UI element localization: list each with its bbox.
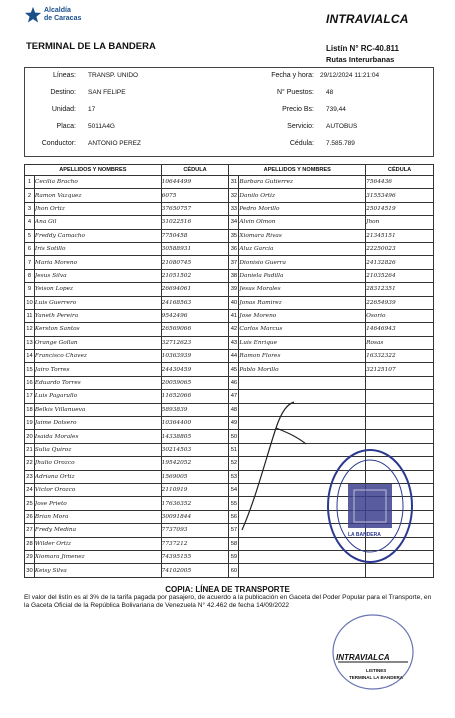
passenger-cedula-right — [366, 417, 434, 430]
row-number-left: 6 — [25, 242, 35, 255]
passenger-cedula-left: 19542052 — [161, 457, 229, 470]
row-number-right: 36 — [229, 242, 239, 255]
star-logo-icon — [24, 6, 42, 24]
passenger-name-left: Jhon Ortiz — [34, 202, 161, 215]
passenger-name-left: Yeison Lopez — [34, 283, 161, 296]
passenger-name-left: Luis Guerrero — [34, 296, 161, 309]
passenger-name-left: Brian Mora — [34, 510, 161, 523]
passenger-name-right: Jesus Morales — [239, 283, 366, 296]
servicio-label: Servicio: — [287, 123, 314, 130]
conductor-label: Conductor: — [41, 140, 76, 147]
passenger-cedula-left: 26569066 — [161, 323, 229, 336]
table-row — [25, 189, 434, 202]
cedula-label: Cédula: — [289, 140, 314, 147]
row-number-left: 18 — [25, 403, 35, 416]
passenger-cedula-left: 10363939 — [161, 350, 229, 363]
row-number-left: 20 — [25, 430, 35, 443]
passenger-name-left: Luis Pagarullo — [34, 390, 161, 403]
conductor-value: ANTONIO PEREZ — [88, 140, 141, 147]
precio-label: Precio Bs: — [282, 106, 314, 113]
header-names-right: APELLIDOS Y NOMBRES — [229, 165, 366, 176]
passenger-name-left: Kerston Santos — [34, 323, 161, 336]
passenger-name-left: Jhulio Orozco — [34, 457, 161, 470]
passenger-cedula-left: 7737093 — [161, 524, 229, 537]
placa-label: Placa: — [56, 123, 76, 130]
row-number-left: 13 — [25, 336, 35, 349]
passenger-name-right: Carlos Marcus — [239, 323, 366, 336]
row-number-right: 42 — [229, 323, 239, 336]
row-number-left: 16 — [25, 376, 35, 389]
passenger-name-left: Fredy Medina — [34, 524, 161, 537]
passenger-cedula-right: Osorio — [366, 309, 434, 322]
passenger-name-left: Freddy Camacho — [34, 229, 161, 242]
servicio-value: AUTOBUS — [326, 123, 358, 130]
row-number-left: 3 — [25, 202, 35, 215]
passenger-cedula-right: 25014519 — [366, 202, 434, 215]
logo-line2: de Caracas — [44, 15, 82, 22]
row-number-left: 2 — [25, 189, 35, 202]
row-number-right: 54 — [229, 483, 239, 496]
table-row — [25, 202, 434, 215]
table-row — [25, 363, 434, 376]
passenger-cedula-right — [366, 430, 434, 443]
row-number-left: 19 — [25, 417, 35, 430]
table-row — [25, 229, 434, 242]
table-row — [25, 430, 434, 443]
terminal-title: TERMINAL DE LA BANDERA — [26, 41, 156, 52]
row-number-left: 5 — [25, 229, 35, 242]
row-number-right: 33 — [229, 202, 239, 215]
passenger-name-left: Ana Gil — [34, 216, 161, 229]
passenger-cedula-right: 22250023 — [366, 242, 434, 255]
stamp-listines: LISTINES — [366, 668, 387, 673]
passenger-cedula-right: 24132826 — [366, 256, 434, 269]
table-row — [25, 242, 434, 255]
row-number-right: 52 — [229, 457, 239, 470]
passenger-cedula-left: 9542496 — [161, 309, 229, 322]
passenger-name-left: Yaneth Pereira — [34, 309, 161, 322]
passenger-cedula-right: 22654939 — [366, 296, 434, 309]
passenger-name-right: Danilo Ortiz — [239, 189, 366, 202]
passenger-cedula-left: 24430459 — [161, 363, 229, 376]
passenger-name-right: Jonas Ramirez — [239, 296, 366, 309]
row-number-left: 29 — [25, 550, 35, 563]
stamp-terminal: TERMINAL LA BANDERA — [349, 675, 403, 680]
passenger-cedula-left: 21080745 — [161, 256, 229, 269]
passenger-name-right: Dionisio Guerra — [239, 256, 366, 269]
passenger-cedula-left: 10364400 — [161, 417, 229, 430]
table-row — [25, 296, 434, 309]
row-number-right: 31 — [229, 176, 239, 189]
passenger-cedula-right: 32125107 — [366, 363, 434, 376]
row-number-left: 11 — [25, 309, 35, 322]
table-row — [25, 256, 434, 269]
row-number-right: 57 — [229, 524, 239, 537]
unidad-value: 17 — [88, 106, 96, 113]
table-row — [25, 309, 434, 322]
unidad-label: Unidad: — [51, 106, 76, 113]
passenger-cedula-left: 30214503 — [161, 443, 229, 456]
passenger-name-right: Alvin Olmon — [239, 216, 366, 229]
row-number-left: 14 — [25, 350, 35, 363]
row-number-left: 10 — [25, 296, 35, 309]
lineas-label: Líneas: — [53, 72, 76, 79]
passenger-cedula-left: 10644499 — [161, 176, 229, 189]
passenger-name-left: Isaida Morales — [34, 430, 161, 443]
passenger-name-left: Adriana Ortiz — [34, 470, 161, 483]
passenger-name-right: Pablo Morillo — [239, 363, 366, 376]
passenger-name-left: Iris Sotillo — [34, 242, 161, 255]
passenger-name-left: Cecilia Bracho — [34, 176, 161, 189]
row-number-left: 15 — [25, 363, 35, 376]
passenger-cedula-left: 20059065 — [161, 376, 229, 389]
cedula-value: 7.585.789 — [326, 140, 355, 147]
passenger-cedula-left: 7737212 — [161, 537, 229, 550]
table-row — [25, 323, 434, 336]
passenger-cedula-right: 14646943 — [366, 323, 434, 336]
passenger-cedula-right: Rosas — [366, 336, 434, 349]
passenger-name-right: Ramon Flores — [239, 350, 366, 363]
passenger-cedula-left: 74395155 — [161, 550, 229, 563]
passenger-name-left: Maria Moreno — [34, 256, 161, 269]
passenger-name-left: Eduardo Torres — [34, 376, 161, 389]
row-number-right: 50 — [229, 430, 239, 443]
passenger-cedula-right: 7564436 — [366, 176, 434, 189]
table-row — [25, 390, 434, 403]
table-row — [25, 417, 434, 430]
row-number-left: 26 — [25, 510, 35, 523]
destino-value: SAN FELIPE — [88, 89, 126, 96]
precio-value: 739,44 — [326, 106, 346, 113]
passenger-name-left: Victor Orozco — [34, 483, 161, 496]
table-row — [25, 350, 434, 363]
copia-label: COPIA: LÍNEA DE TRANSPORTE — [165, 585, 290, 594]
passenger-cedula-right — [366, 403, 434, 416]
passenger-name-left: Jairo Torres — [34, 363, 161, 376]
placa-value: 5011A4G — [88, 123, 115, 130]
seal-text: LA BANDERA — [348, 532, 381, 538]
passenger-name-left: Francisco Chavez — [34, 350, 161, 363]
official-seal-stamp — [324, 444, 416, 568]
row-number-left: 23 — [25, 470, 35, 483]
header-cedula-right: CÉDULA — [366, 165, 434, 176]
passenger-cedula-left: 21051502 — [161, 269, 229, 282]
row-number-right: 45 — [229, 363, 239, 376]
passenger-cedula-right: 28312351 — [366, 283, 434, 296]
stamp-brand: INTRAVIALCA — [336, 653, 390, 662]
row-number-right: 41 — [229, 309, 239, 322]
legal-footnote: El valor del listín es al 3% de la tarifa pagada por pasajero, de acuerdo a la publicación en Gaceta del Poder Popular para el Transporte, en la Gaceta Oficial de la República Bolivariana de Venezuela N° 42.462 de fecha 14/09/2022 — [24, 594, 432, 610]
passenger-cedula-left: 17636352 — [161, 497, 229, 510]
passenger-name-left: Keisy Silva — [34, 564, 161, 577]
passenger-cedula-left: 2110919 — [161, 483, 229, 496]
trip-info-box — [24, 67, 434, 157]
row-number-right: 37 — [229, 256, 239, 269]
row-number-right: 44 — [229, 350, 239, 363]
destino-label: Destino: — [50, 89, 76, 96]
passenger-cedula-left: 14338805 — [161, 430, 229, 443]
listin-number: Listín N° RC-40.811 — [326, 44, 399, 53]
passenger-cedula-right: 16332322 — [366, 350, 434, 363]
passenger-name-left: Jaime Dotsero — [34, 417, 161, 430]
row-number-right: 60 — [229, 564, 239, 577]
passenger-cedula-left: 30091844 — [161, 510, 229, 523]
row-number-left: 25 — [25, 497, 35, 510]
passenger-cedula-left: 1569005 — [161, 470, 229, 483]
table-row — [25, 336, 434, 349]
passenger-name-left: Belkis Villanueva — [34, 403, 161, 416]
row-number-left: 30 — [25, 564, 35, 577]
row-number-left: 28 — [25, 537, 35, 550]
passenger-cedula-left: 31022516 — [161, 216, 229, 229]
row-number-left: 22 — [25, 457, 35, 470]
passenger-name-left: Orange Gollan — [34, 336, 161, 349]
row-number-left: 27 — [25, 524, 35, 537]
row-number-right: 56 — [229, 510, 239, 523]
fecha-label: Fecha y hora: — [271, 72, 314, 79]
passenger-name-right — [239, 376, 366, 389]
fecha-value: 29/12/2024 11:21:04 — [320, 72, 380, 79]
row-number-right: 38 — [229, 269, 239, 282]
alcaldia-logo-text — [44, 7, 81, 23]
passenger-cedula-right: Jhon — [366, 216, 434, 229]
logo-line1: Alcaldía — [44, 7, 71, 14]
table-row — [25, 216, 434, 229]
row-number-right: 46 — [229, 376, 239, 389]
row-number-left: 9 — [25, 283, 35, 296]
table-row — [25, 403, 434, 416]
passenger-cedula-right — [366, 376, 434, 389]
row-number-left: 1 — [25, 176, 35, 189]
passenger-name-left: Wilder Ortiz — [34, 537, 161, 550]
passenger-cedula-left: 7750458 — [161, 229, 229, 242]
row-number-right: 39 — [229, 283, 239, 296]
passenger-name-left: Sulia Quiroz — [34, 443, 161, 456]
row-number-right: 49 — [229, 417, 239, 430]
row-number-right: 35 — [229, 229, 239, 242]
signature-scribble — [236, 398, 316, 538]
passenger-cedula-left: 37650757 — [161, 202, 229, 215]
passenger-name-left: Ramon Vazquez — [34, 189, 161, 202]
passenger-cedula-left: 30588931 — [161, 242, 229, 255]
header-names-left: APELLIDOS Y NOMBRES — [25, 165, 162, 176]
puestos-label: N° Puestos: — [276, 89, 314, 96]
table-row — [25, 376, 434, 389]
row-number-left: 4 — [25, 216, 35, 229]
row-number-right: 43 — [229, 336, 239, 349]
row-number-right: 53 — [229, 470, 239, 483]
row-number-right: 51 — [229, 443, 239, 456]
row-number-right: 47 — [229, 390, 239, 403]
header-cedula-left: CÉDULA — [161, 165, 229, 176]
row-number-right: 40 — [229, 296, 239, 309]
passenger-cedula-left: 11652066 — [161, 390, 229, 403]
row-number-left: 17 — [25, 390, 35, 403]
passenger-cedula-right: 31553496 — [366, 189, 434, 202]
passenger-name-right: Xiomara Rivas — [239, 229, 366, 242]
passenger-cedula-left: 74102005 — [161, 564, 229, 577]
row-number-right: 34 — [229, 216, 239, 229]
table-row — [25, 269, 434, 282]
passenger-name-right: Jose Moreno — [239, 309, 366, 322]
passenger-name-left: Jose Prieto — [34, 497, 161, 510]
passenger-cedula-left: 24168563 — [161, 296, 229, 309]
row-number-left: 24 — [25, 483, 35, 496]
passenger-name-left: Jesus Silva — [34, 269, 161, 282]
passenger-cedula-left: 26694061 — [161, 283, 229, 296]
table-row — [25, 283, 434, 296]
passenger-name-left: Xiomara Jimenez — [34, 550, 161, 563]
row-number-right: 48 — [229, 403, 239, 416]
row-number-right: 59 — [229, 550, 239, 563]
passenger-name-right: Barbara Gutierrez — [239, 176, 366, 189]
passenger-cedula-left: 32712623 — [161, 336, 229, 349]
passenger-name-right: Aluz Garcia — [239, 242, 366, 255]
row-number-left: 12 — [25, 323, 35, 336]
passenger-cedula-left: 5893839 — [161, 403, 229, 416]
passenger-cedula-right — [366, 390, 434, 403]
passenger-cedula-right: 21035264 — [366, 269, 434, 282]
passenger-name-right: Pedro Morillo — [239, 202, 366, 215]
row-number-right: 32 — [229, 189, 239, 202]
row-number-left: 8 — [25, 269, 35, 282]
rutas-label: Rutas Interurbanas — [326, 55, 395, 64]
table-header-row — [25, 165, 434, 176]
row-number-right: 58 — [229, 537, 239, 550]
passenger-name-right: Luis Enrique — [239, 336, 366, 349]
lineas-value: TRANSP. UNIDO — [88, 72, 139, 79]
passenger-name-right: Daniela Padilla — [239, 269, 366, 282]
row-number-left: 21 — [25, 443, 35, 456]
table-row — [25, 176, 434, 189]
passenger-cedula-left: 6075 — [161, 189, 229, 202]
row-number-left: 7 — [25, 256, 35, 269]
intravialca-round-stamp — [330, 612, 416, 692]
intravialca-logo: INTRAVIALCA — [326, 12, 409, 26]
passenger-cedula-right: 21345151 — [366, 229, 434, 242]
row-number-right: 55 — [229, 497, 239, 510]
puestos-value: 48 — [326, 89, 334, 96]
